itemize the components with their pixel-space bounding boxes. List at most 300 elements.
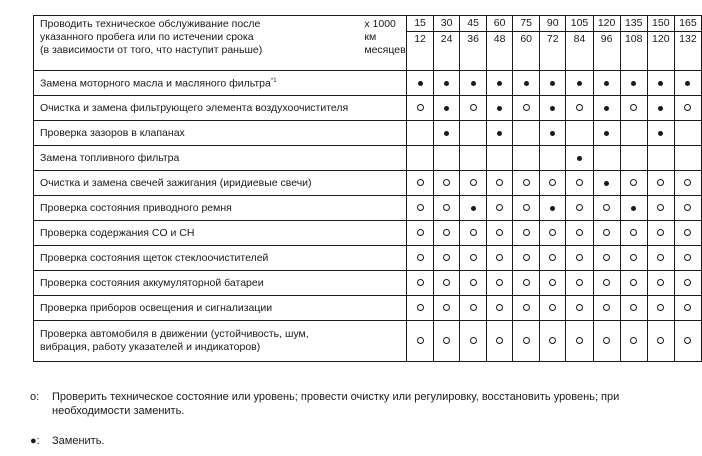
schedule-cell	[407, 221, 434, 246]
inspect-mark-icon	[549, 254, 556, 261]
replace-mark-icon	[685, 81, 690, 86]
schedule-row	[34, 196, 702, 221]
schedule-cell	[486, 196, 513, 221]
inspect-mark-icon	[576, 179, 583, 186]
inspect-mark-icon	[470, 229, 477, 236]
schedule-row	[34, 71, 702, 96]
interval-km: 150	[648, 16, 674, 32]
schedule-cell	[674, 271, 701, 296]
interval-km: 75	[513, 16, 539, 32]
replace-mark-icon	[658, 81, 663, 86]
schedule-cell	[539, 296, 566, 321]
inspect-mark-icon	[630, 104, 637, 111]
inspect-mark-icon	[496, 337, 503, 344]
schedule-cell	[407, 96, 434, 121]
schedule-cell	[647, 121, 674, 146]
inspect-mark-icon	[443, 304, 450, 311]
schedule-cell	[407, 171, 434, 196]
schedule-cell	[647, 196, 674, 221]
service-item-text: Очистка и замена свечей зажигания (иридиевые свечи)	[40, 176, 312, 189]
inspect-mark-icon	[630, 304, 637, 311]
schedule-cell	[539, 196, 566, 221]
inspect-mark-icon	[549, 337, 556, 344]
interval-months: 84	[573, 33, 586, 45]
inspect-mark-icon	[417, 279, 424, 286]
schedule-cell	[460, 221, 487, 246]
maintenance-schedule-table	[33, 15, 702, 362]
interval-months: 12	[414, 33, 426, 45]
schedule-cell	[513, 121, 540, 146]
replace-mark-icon	[604, 81, 609, 86]
interval-km: 15	[407, 16, 433, 32]
replace-mark-icon	[604, 106, 609, 111]
service-item-label	[34, 296, 407, 321]
schedule-cell	[513, 196, 540, 221]
service-item-label-line: Проверка автомобиля в движении (устойчивость, шум,	[40, 328, 309, 340]
replace-mark-icon	[418, 81, 423, 86]
schedule-row	[34, 146, 702, 171]
inspect-mark-icon	[684, 229, 691, 236]
schedule-cell	[566, 121, 593, 146]
replace-mark-icon	[444, 106, 449, 111]
schedule-cell	[593, 121, 620, 146]
schedule-cell	[620, 296, 647, 321]
schedule-cell	[539, 121, 566, 146]
schedule-cell	[620, 321, 647, 362]
inspect-mark-icon	[576, 229, 583, 236]
schedule-cell	[593, 146, 620, 171]
schedule-cell	[566, 296, 593, 321]
header-description	[34, 16, 363, 71]
schedule-cell	[486, 321, 513, 362]
interval-column-header	[460, 16, 487, 71]
schedule-cell	[674, 296, 701, 321]
service-item-label	[34, 146, 407, 171]
replace-mark-icon	[497, 131, 502, 136]
schedule-cell	[593, 246, 620, 271]
inspect-mark-icon	[523, 254, 530, 261]
schedule-cell	[513, 271, 540, 296]
schedule-row	[34, 221, 702, 246]
schedule-cell	[566, 246, 593, 271]
inspect-mark-icon	[496, 304, 503, 311]
unit-km-label: х 1000 км	[364, 18, 396, 43]
schedule-row	[34, 296, 702, 321]
schedule-cell	[433, 121, 460, 146]
legend-replace	[30, 434, 692, 448]
inspect-mark-icon	[417, 104, 424, 111]
schedule-cell	[647, 321, 674, 362]
service-item-label	[34, 96, 407, 121]
inspect-mark-icon	[417, 229, 424, 236]
unit-months-label: месяцев	[364, 44, 406, 56]
interval-column-header	[433, 16, 460, 71]
interval-months: 72	[546, 33, 559, 45]
inspect-mark-icon	[496, 229, 503, 236]
service-item-label	[34, 196, 407, 221]
schedule-cell	[460, 271, 487, 296]
inspect-mark-icon	[417, 304, 424, 311]
schedule-cell	[647, 221, 674, 246]
inspect-mark-icon	[417, 179, 424, 186]
schedule-cell	[674, 96, 701, 121]
replace-mark-icon	[604, 131, 609, 136]
inspect-mark-icon	[549, 279, 556, 286]
schedule-cell	[593, 171, 620, 196]
schedule-cell	[407, 196, 434, 221]
header-desc-line3: (в зависимости от того, что наступит раньше)	[40, 44, 263, 56]
service-item-text: Замена топливного фильтра	[40, 151, 180, 164]
schedule-cell	[460, 246, 487, 271]
interval-km: 120	[594, 16, 620, 32]
schedule-cell	[486, 221, 513, 246]
service-item-label	[34, 221, 407, 246]
inspect-mark-icon	[443, 254, 450, 261]
replace-mark-icon	[658, 106, 663, 111]
inspect-mark-icon	[549, 304, 556, 311]
inspect-mark-icon	[603, 229, 610, 236]
schedule-cell	[566, 71, 593, 96]
inspect-mark-icon	[470, 104, 477, 111]
replace-mark-icon	[550, 206, 555, 211]
schedule-cell	[647, 171, 674, 196]
schedule-cell	[486, 96, 513, 121]
schedule-cell	[566, 171, 593, 196]
inspect-mark-icon	[630, 229, 637, 236]
inspect-mark-icon	[417, 254, 424, 261]
interval-km: 60	[487, 16, 513, 32]
schedule-cell	[593, 321, 620, 362]
replace-mark-icon	[444, 131, 449, 136]
inspect-mark-icon	[576, 304, 583, 311]
schedule-cell	[539, 171, 566, 196]
schedule-row	[34, 96, 702, 121]
replace-mark-icon	[444, 81, 449, 86]
replace-mark-icon	[471, 81, 476, 86]
schedule-cell	[433, 96, 460, 121]
schedule-cell	[433, 321, 460, 362]
inspect-mark-icon	[443, 229, 450, 236]
inspect-mark-icon	[470, 179, 477, 186]
schedule-cell	[539, 221, 566, 246]
inspect-mark-icon	[576, 279, 583, 286]
inspect-mark-icon	[443, 179, 450, 186]
service-item-label	[34, 246, 407, 271]
inspect-mark-icon	[603, 337, 610, 344]
schedule-cell	[486, 271, 513, 296]
replace-mark-icon	[577, 81, 582, 86]
schedule-cell	[486, 146, 513, 171]
inspect-mark-icon	[417, 204, 424, 211]
replace-mark-icon	[471, 206, 476, 211]
interval-column-header	[674, 16, 701, 71]
header-row	[34, 16, 702, 71]
interval-column-header	[593, 16, 620, 71]
schedule-cell	[593, 96, 620, 121]
schedule-cell	[647, 71, 674, 96]
schedule-cell	[433, 221, 460, 246]
replace-mark-icon	[550, 106, 555, 111]
inspect-mark-icon	[630, 254, 637, 261]
schedule-cell	[407, 296, 434, 321]
schedule-cell	[407, 71, 434, 96]
schedule-cell	[433, 71, 460, 96]
inspect-mark-icon	[523, 229, 530, 236]
schedule-cell	[620, 196, 647, 221]
schedule-cell	[486, 296, 513, 321]
inspect-mark-icon	[603, 254, 610, 261]
interval-km: 45	[460, 16, 486, 32]
schedule-cell	[407, 321, 434, 362]
header-units	[362, 16, 406, 71]
schedule-cell	[593, 71, 620, 96]
inspect-mark-icon	[576, 337, 583, 344]
schedule-cell	[460, 146, 487, 171]
interval-months: 108	[624, 33, 643, 45]
schedule-cell	[620, 171, 647, 196]
interval-column-header	[647, 16, 674, 71]
interval-column-header	[539, 16, 566, 71]
schedule-cell	[460, 171, 487, 196]
replace-mark-icon	[524, 81, 529, 86]
schedule-cell	[513, 321, 540, 362]
legend-replace-text: Заменить.	[52, 435, 105, 447]
schedule-cell	[674, 146, 701, 171]
replace-mark-icon	[631, 81, 636, 86]
schedule-cell	[620, 96, 647, 121]
schedule-row	[34, 121, 702, 146]
schedule-cell	[433, 296, 460, 321]
schedule-cell	[647, 271, 674, 296]
schedule-cell	[460, 96, 487, 121]
interval-km: 165	[675, 16, 701, 32]
schedule-row	[34, 271, 702, 296]
schedule-cell	[647, 246, 674, 271]
schedule-cell	[674, 221, 701, 246]
schedule-cell	[674, 71, 701, 96]
interval-months: 132	[679, 33, 697, 45]
schedule-cell	[407, 246, 434, 271]
inspect-mark-icon	[657, 229, 664, 236]
interval-column-header	[513, 16, 540, 71]
replace-mark-icon	[631, 206, 636, 211]
service-item-label	[34, 121, 407, 146]
schedule-cell	[566, 321, 593, 362]
replace-mark-icon	[604, 181, 609, 186]
interval-months: 24	[440, 33, 453, 45]
schedule-cell	[486, 71, 513, 96]
schedule-cell	[539, 96, 566, 121]
inspect-mark-icon	[684, 304, 691, 311]
service-item-label	[34, 171, 407, 196]
schedule-row	[34, 321, 702, 362]
replace-mark-icon	[550, 131, 555, 136]
inspect-mark-icon	[630, 337, 637, 344]
replace-mark-icon	[497, 81, 502, 86]
service-item-text: Проверка содержания CO и CH	[40, 226, 195, 239]
interval-column-header	[407, 16, 434, 71]
legend-inspect-symbol: o:	[30, 391, 40, 403]
schedule-cell	[433, 171, 460, 196]
header-desc-line2: указанного пробега или по истечении срока	[40, 31, 254, 43]
schedule-cell	[513, 296, 540, 321]
service-item-text: Проверка приборов освещения и сигнализации	[40, 301, 273, 314]
schedule-cell	[647, 96, 674, 121]
inspect-mark-icon	[684, 279, 691, 286]
schedule-cell	[620, 271, 647, 296]
service-item-text: Очистка и замена фильтрующего элемента воздухоочистителя	[40, 101, 349, 114]
schedule-cell	[647, 146, 674, 171]
schedule-row	[34, 171, 702, 196]
inspect-mark-icon	[657, 279, 664, 286]
inspect-mark-icon	[684, 337, 691, 344]
schedule-cell	[674, 171, 701, 196]
inspect-mark-icon	[470, 304, 477, 311]
inspect-mark-icon	[443, 204, 450, 211]
inspect-mark-icon	[417, 337, 424, 344]
schedule-row	[34, 246, 702, 271]
interval-months: 48	[493, 33, 506, 45]
schedule-cell	[539, 321, 566, 362]
schedule-cell	[539, 71, 566, 96]
schedule-cell	[460, 321, 487, 362]
inspect-mark-icon	[523, 337, 530, 344]
interval-months: 36	[467, 33, 479, 45]
inspect-mark-icon	[549, 179, 556, 186]
schedule-cell	[433, 196, 460, 221]
schedule-cell	[539, 271, 566, 296]
schedule-cell	[566, 146, 593, 171]
schedule-cell	[539, 246, 566, 271]
inspect-mark-icon	[657, 254, 664, 261]
replace-mark-icon	[577, 156, 582, 161]
inspect-mark-icon	[470, 254, 477, 261]
inspect-mark-icon	[523, 279, 530, 286]
inspect-mark-icon	[630, 179, 637, 186]
service-item-text: Проверка состояния аккумуляторной батареи	[40, 276, 264, 289]
inspect-mark-icon	[470, 337, 477, 344]
inspect-mark-icon	[657, 337, 664, 344]
inspect-mark-icon	[523, 204, 530, 211]
service-item-label	[34, 321, 407, 362]
schedule-cell	[674, 246, 701, 271]
schedule-cell	[593, 296, 620, 321]
service-item-text: Проверка состояния приводного ремня	[40, 201, 232, 214]
interval-column-header	[620, 16, 647, 71]
legend-inspect-text: Проверить техническое состояние или уровень; провести очистку или регулировку, восстановить уровень; при необходимости заменить.	[52, 391, 620, 417]
legend-inspect	[30, 390, 692, 418]
inspect-mark-icon	[657, 304, 664, 311]
inspect-mark-icon	[523, 304, 530, 311]
schedule-cell	[674, 121, 701, 146]
interval-km: 30	[434, 16, 460, 32]
schedule-cell	[433, 271, 460, 296]
schedule-cell	[620, 71, 647, 96]
schedule-cell	[593, 271, 620, 296]
service-item-text: Замена моторного масла и масляного фильтра	[40, 77, 271, 90]
service-item-label-line: вибрация, работу указателей и индикаторов)	[40, 341, 261, 353]
schedule-cell	[620, 221, 647, 246]
inspect-mark-icon	[496, 279, 503, 286]
schedule-cell	[513, 71, 540, 96]
inspect-mark-icon	[684, 204, 691, 211]
inspect-mark-icon	[657, 204, 664, 211]
legend-replace-symbol: ●:	[30, 435, 40, 447]
schedule-cell	[433, 246, 460, 271]
replace-mark-icon	[497, 106, 502, 111]
inspect-mark-icon	[576, 254, 583, 261]
interval-km: 90	[540, 16, 566, 32]
schedule-cell	[513, 246, 540, 271]
inspect-mark-icon	[523, 179, 530, 186]
interval-km: 135	[621, 16, 647, 32]
schedule-cell	[620, 146, 647, 171]
schedule-cell	[460, 71, 487, 96]
inspect-mark-icon	[470, 279, 477, 286]
inspect-mark-icon	[523, 104, 530, 111]
footnote-marker: *1	[270, 78, 277, 85]
interval-months: 60	[520, 33, 533, 45]
inspect-mark-icon	[657, 179, 664, 186]
schedule-cell	[513, 171, 540, 196]
replace-mark-icon	[550, 81, 555, 86]
inspect-mark-icon	[603, 204, 610, 211]
service-item-label	[34, 271, 407, 296]
schedule-cell	[407, 146, 434, 171]
inspect-mark-icon	[496, 179, 503, 186]
inspect-mark-icon	[496, 204, 503, 211]
interval-column-header	[486, 16, 513, 71]
interval-months: 96	[600, 33, 613, 45]
schedule-cell	[460, 121, 487, 146]
schedule-cell	[513, 221, 540, 246]
inspect-mark-icon	[549, 229, 556, 236]
schedule-cell	[486, 171, 513, 196]
inspect-mark-icon	[576, 104, 583, 111]
schedule-cell	[486, 121, 513, 146]
header-desc-line1: Проводить техническое обслуживание после	[40, 18, 261, 30]
schedule-cell	[566, 221, 593, 246]
schedule-cell	[460, 196, 487, 221]
schedule-cell	[620, 246, 647, 271]
schedule-cell	[593, 196, 620, 221]
schedule-cell	[593, 221, 620, 246]
schedule-cell	[566, 96, 593, 121]
inspect-mark-icon	[443, 279, 450, 286]
schedule-cell	[486, 246, 513, 271]
schedule-cell	[407, 271, 434, 296]
interval-km: 105	[566, 16, 592, 32]
schedule-cell	[566, 271, 593, 296]
schedule-cell	[620, 121, 647, 146]
schedule-cell	[566, 196, 593, 221]
inspect-mark-icon	[684, 254, 691, 261]
inspect-mark-icon	[496, 254, 503, 261]
schedule-cell	[513, 96, 540, 121]
schedule-cell	[647, 296, 674, 321]
service-item-text: Проверка состояния щеток стеклоочистителей	[40, 251, 269, 264]
inspect-mark-icon	[630, 279, 637, 286]
schedule-cell	[674, 321, 701, 362]
schedule-cell	[433, 146, 460, 171]
schedule-cell	[460, 296, 487, 321]
service-item-text: Проверка зазоров в клапанах	[40, 126, 185, 139]
schedule-cell	[539, 146, 566, 171]
replace-mark-icon	[658, 131, 663, 136]
schedule-cell	[674, 196, 701, 221]
inspect-mark-icon	[603, 304, 610, 311]
schedule-cell	[513, 146, 540, 171]
